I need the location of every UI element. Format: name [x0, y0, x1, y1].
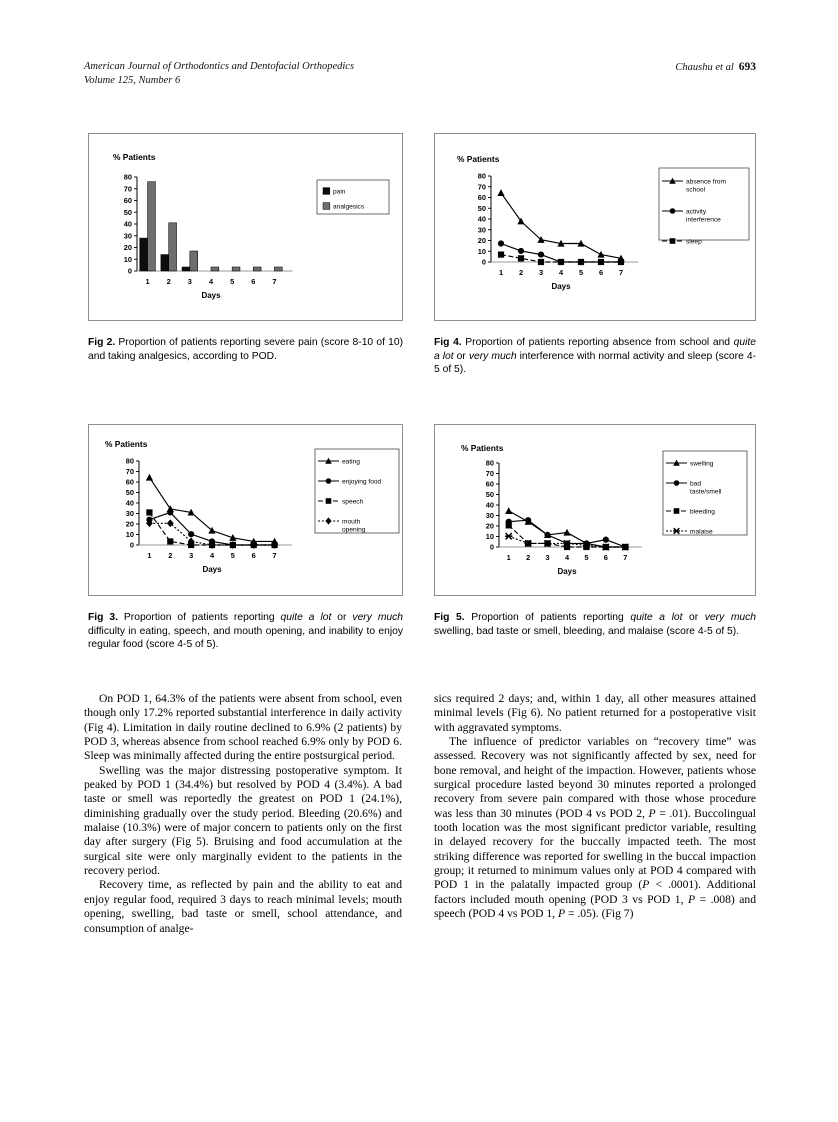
legend-label: bleeding: [690, 508, 715, 516]
x-tick-label: 3: [189, 551, 194, 560]
data-point-square: [558, 259, 564, 265]
x-axis-title: Days: [201, 291, 221, 300]
x-axis-title: Days: [557, 567, 577, 576]
x-tick-label: 5: [578, 268, 584, 277]
paragraph: Recovery time, as reflected by pain and the ability to eat and enjoy regular food, required 3 days to reach minimal levels; mouth opening, swelling, bad taste or smell, school attendance, and consumption of analge-: [84, 878, 402, 935]
data-point-triangle: [497, 189, 504, 196]
x-tick-label: 6: [251, 277, 256, 286]
data-point-square: [674, 508, 680, 514]
bar: [253, 267, 261, 271]
legend-label: bad: [690, 480, 702, 488]
fig4-caption-post: interference with normal activity and sleep (score 4-5 of 5).: [434, 350, 756, 376]
data-point-square: [578, 259, 584, 265]
running-head: [84, 60, 756, 100]
y-tick-label: 30: [125, 509, 134, 519]
y-tick-label: 70: [485, 469, 494, 479]
fig3-caption-label: Fig 3.: [88, 612, 118, 623]
data-point-circle: [326, 478, 332, 484]
data-point-circle: [603, 537, 609, 543]
data-point-square: [598, 259, 604, 265]
x-axis-title: Days: [202, 565, 222, 574]
y-tick-label: 10: [477, 246, 486, 256]
data-point-circle: [167, 509, 173, 515]
paragraph: [434, 735, 756, 921]
fig5-caption-italic-2: very much: [704, 612, 756, 623]
y-tick-label: 70: [123, 184, 132, 194]
x-tick-label: 1: [506, 553, 511, 562]
sentence-part: The influence of predictor variables on “recovery time” was assessed. Recovery was not significantly affected by sex, need for bone removal, and height of the impaction. However, patients whose surgical procedure lasted beyond 30 minutes reported a prolonged recovery from severe pain compared with those whose procedure was less than 30 minutes (POD 4 vs POD 2,: [434, 735, 756, 820]
stat-symbol-p: P: [642, 878, 650, 892]
journal-volume: Volume 125, Number 6: [84, 75, 181, 86]
data-point-square: [618, 259, 624, 265]
y-tick-label: 50: [485, 490, 494, 500]
data-point-triangle: [597, 251, 604, 258]
fig4-caption-pre: Proportion of patients reporting absence from school and: [461, 337, 734, 348]
y-tick-label: 50: [123, 207, 132, 217]
x-tick-label: 4: [208, 277, 214, 286]
fig2-caption-text: Proportion of patients reporting severe pain (score 8-10 of 10) and taking analgesics, according to POD.: [88, 337, 404, 362]
x-tick-label: 3: [187, 277, 192, 286]
y-tick-label: 0: [489, 542, 494, 552]
x-tick-label: 7: [272, 277, 277, 286]
fig4-caption-label: Fig 4.: [434, 337, 462, 348]
figure-3-chart: [88, 424, 403, 596]
chart-title: % Patients: [461, 443, 504, 453]
fig3-caption-post: difficulty in eating, speech, and mouth opening, and inability to enjoy regular food (score 4-5 of 5).: [88, 625, 403, 651]
figure-5-chart: [434, 424, 756, 596]
fig4-caption-italic-1: quite a lot: [434, 337, 757, 362]
author-names: Chaushu et al: [675, 62, 734, 73]
paragraph: On POD 1, 64.3% of the patients were absent from school, even though only 17.2% reported substantial interference in daily activity (Fig 4). Limitation in daily routine declined to 6.9% (2 patients) by POD 3, whereas absence from school reached 6.9% only by POD 6. Sleep was minimally affected during the entire postsurgical period.: [84, 692, 402, 763]
x-tick-label: 1: [145, 277, 150, 286]
bar: [148, 182, 156, 271]
y-tick-label: 60: [477, 193, 486, 203]
y-tick-label: 80: [123, 172, 132, 182]
x-tick-label: 2: [166, 277, 171, 286]
x-tick-label: 1: [147, 551, 152, 560]
figure-2-caption: [88, 336, 403, 363]
chart-title: % Patients: [113, 152, 156, 162]
x-tick-label: 5: [230, 551, 235, 560]
x-tick-label: 3: [538, 268, 544, 277]
data-point-square: [326, 498, 332, 504]
bar: [190, 251, 198, 271]
legend-label: analgesics: [333, 203, 365, 211]
legend-swatch: [323, 203, 330, 210]
y-tick-label: 10: [485, 532, 494, 542]
fig5-caption-pre: Proportion of patients reporting: [464, 612, 631, 623]
data-point-square: [518, 255, 524, 261]
bar: [140, 238, 148, 271]
fig2-svg: [89, 134, 402, 320]
page-header-right: [675, 60, 756, 75]
x-tick-label: 2: [168, 551, 173, 560]
journal-title-block: [84, 60, 354, 88]
fig5-caption-label: Fig 5.: [434, 612, 465, 623]
x-tick-label: 4: [209, 551, 215, 560]
fig4-caption-mid: or: [453, 350, 469, 362]
y-tick-label: 60: [123, 196, 132, 206]
legend-label: pain: [333, 188, 346, 196]
bar: [182, 267, 190, 271]
x-tick-label: 1: [498, 268, 504, 277]
legend-label: absence from: [686, 178, 726, 186]
x-tick-label: 2: [518, 268, 524, 277]
legend-label: opening: [342, 526, 366, 534]
data-point-triangle: [146, 474, 153, 481]
legend-label: interference: [686, 216, 721, 224]
fig5-caption-post: swelling, bad taste or smell, bleeding, and malaise (score 4-5 of 5).: [434, 625, 740, 637]
sentence-part: = .008) and speech (POD 4 vs POD 1,: [434, 892, 756, 921]
figure-4-chart: [434, 133, 756, 321]
sentence-part: = .01). Buccolingual tooth location was the most significant predictor variable, resulting in delayed recovery for the buccally impacted teeth. The most striking difference was reported for swelling in the buccal impaction group; it returned to minimum values only at POD 4 compared with POD 1 in the palatally impacted group (: [434, 806, 756, 892]
y-tick-label: 70: [477, 182, 486, 192]
y-tick-label: 40: [477, 214, 486, 224]
legend-label: taste/smell: [690, 488, 722, 496]
figure-5-caption: [434, 611, 756, 638]
data-point-triangle: [505, 507, 512, 514]
fig5-caption-mid: or: [682, 612, 705, 623]
legend-label: activity: [686, 208, 707, 216]
fig3-svg: [89, 425, 402, 595]
journal-name: American Journal of Orthodontics and Dentofacial Orthopedics: [84, 61, 355, 72]
y-tick-label: 0: [127, 266, 132, 276]
y-tick-label: 60: [485, 479, 494, 489]
y-tick-label: 10: [125, 530, 134, 540]
data-point-circle: [674, 480, 680, 486]
figure-2-chart: [88, 133, 403, 321]
stat-symbol-p: P: [648, 806, 656, 820]
x-tick-label: 5: [230, 277, 235, 286]
y-tick-label: 80: [125, 456, 134, 466]
data-point-square: [538, 259, 544, 265]
fig2-caption-label: Fig 2.: [88, 337, 116, 348]
bar: [169, 223, 177, 271]
x-axis-title: Days: [551, 282, 571, 291]
y-tick-label: 80: [485, 458, 494, 468]
fig3-caption-pre: Proportion of patients reporting: [117, 612, 281, 623]
bar: [211, 267, 219, 271]
x-tick-label: 7: [623, 553, 628, 562]
fig3-caption-italic-1: quite a lot: [280, 612, 332, 623]
x-tick-label: 2: [526, 553, 531, 562]
x-tick-label: 7: [618, 268, 624, 277]
stat-symbol-p: P: [687, 892, 696, 906]
data-point-circle: [498, 240, 504, 246]
sentence-part: < .0001). Additional factors included mouth opening (POD 3 vs POD 1,: [434, 878, 757, 906]
legend-label: sleep: [686, 238, 702, 246]
legend-label: speech: [342, 498, 364, 506]
y-tick-label: 0: [481, 257, 486, 267]
series-line: [501, 193, 621, 258]
figure-3-caption: [88, 611, 403, 652]
y-tick-label: 30: [485, 511, 494, 521]
stat-symbol-p: P: [557, 907, 566, 921]
x-tick-label: 4: [558, 268, 564, 277]
y-tick-label: 40: [123, 219, 132, 229]
data-point-square: [167, 538, 173, 544]
data-point-circle: [670, 208, 676, 214]
y-tick-label: 10: [123, 254, 132, 264]
fig4-caption-italic-2: very much: [468, 350, 517, 362]
data-point-circle: [518, 248, 524, 254]
fig3-caption-italic-2: very much: [352, 612, 404, 623]
fig5-svg: [435, 425, 755, 595]
bar: [274, 267, 282, 271]
legend-label: school: [686, 186, 706, 194]
legend-swatch: [323, 188, 330, 195]
bar: [161, 255, 169, 271]
fig4-svg: [435, 134, 755, 320]
legend-label: mouth: [342, 518, 361, 526]
body-text-right-column: [434, 692, 756, 922]
data-point-circle: [538, 251, 544, 257]
data-point-circle: [544, 532, 550, 538]
x-tick-label: 3: [545, 553, 550, 562]
data-point-triangle: [563, 529, 570, 536]
x-tick-label: 6: [603, 553, 608, 562]
y-tick-label: 70: [125, 467, 134, 477]
data-point-square: [146, 509, 152, 515]
legend-label: enjoying food: [342, 478, 382, 486]
x-tick-label: 4: [564, 553, 570, 562]
legend-label: eating: [342, 458, 360, 466]
y-tick-label: 30: [477, 225, 486, 235]
paragraph: sics required 2 days; and, within 1 day, all other measures attained minimal levels (Fig 6). No patient returned for a postoperative visit with aggravated symptoms.: [434, 692, 756, 734]
bar: [232, 267, 240, 271]
figure-4-caption: [434, 336, 756, 377]
body-text-left-column: [84, 692, 402, 936]
chart-title: % Patients: [457, 154, 500, 164]
data-point-square: [506, 522, 512, 528]
x-tick-label: 6: [598, 268, 604, 277]
y-tick-label: 40: [485, 500, 494, 510]
y-tick-label: 30: [123, 231, 132, 241]
legend-label: malaise: [690, 528, 713, 536]
data-point-square: [498, 251, 504, 257]
y-tick-label: 50: [125, 488, 134, 498]
y-tick-label: 20: [485, 521, 494, 531]
sentence-part: = .05). (Fig 7): [565, 907, 634, 921]
y-tick-label: 60: [125, 477, 134, 487]
y-tick-label: 20: [123, 243, 132, 253]
y-tick-label: 20: [125, 519, 134, 529]
page-number: 693: [738, 61, 756, 73]
fig3-caption-mid: or: [331, 612, 353, 623]
x-tick-label: 6: [251, 551, 256, 560]
y-tick-label: 20: [477, 236, 486, 246]
data-point-cross: [505, 533, 512, 539]
y-tick-label: 80: [477, 171, 486, 181]
fig5-caption-italic-1: quite a lot: [630, 612, 683, 623]
y-tick-label: 0: [129, 540, 134, 550]
x-tick-label: 5: [584, 553, 589, 562]
chart-title: % Patients: [105, 439, 148, 449]
paragraph: Swelling was the major distressing postoperative symptom. It peaked by POD 1 (34.4%) but resolved by POD 4 (3.4%). A bad taste or smell was reportedly the greatest on POD 1 (24.1%), diminishing gradually over the study period. Bleeding (20.6%) and malaise (10.3%) were of major concern to patients only on the first day after surgery (Fig 5). Bruising and food accumulation at the surgical site were only marginally evident to the patients in the recovery period.: [84, 763, 402, 878]
y-tick-label: 50: [477, 203, 486, 213]
legend-label: swelling: [690, 460, 714, 468]
data-point-circle: [188, 531, 194, 537]
data-point-circle: [525, 517, 531, 523]
x-tick-label: 7: [272, 551, 277, 560]
y-tick-label: 40: [125, 498, 134, 508]
data-point-square: [670, 238, 676, 244]
